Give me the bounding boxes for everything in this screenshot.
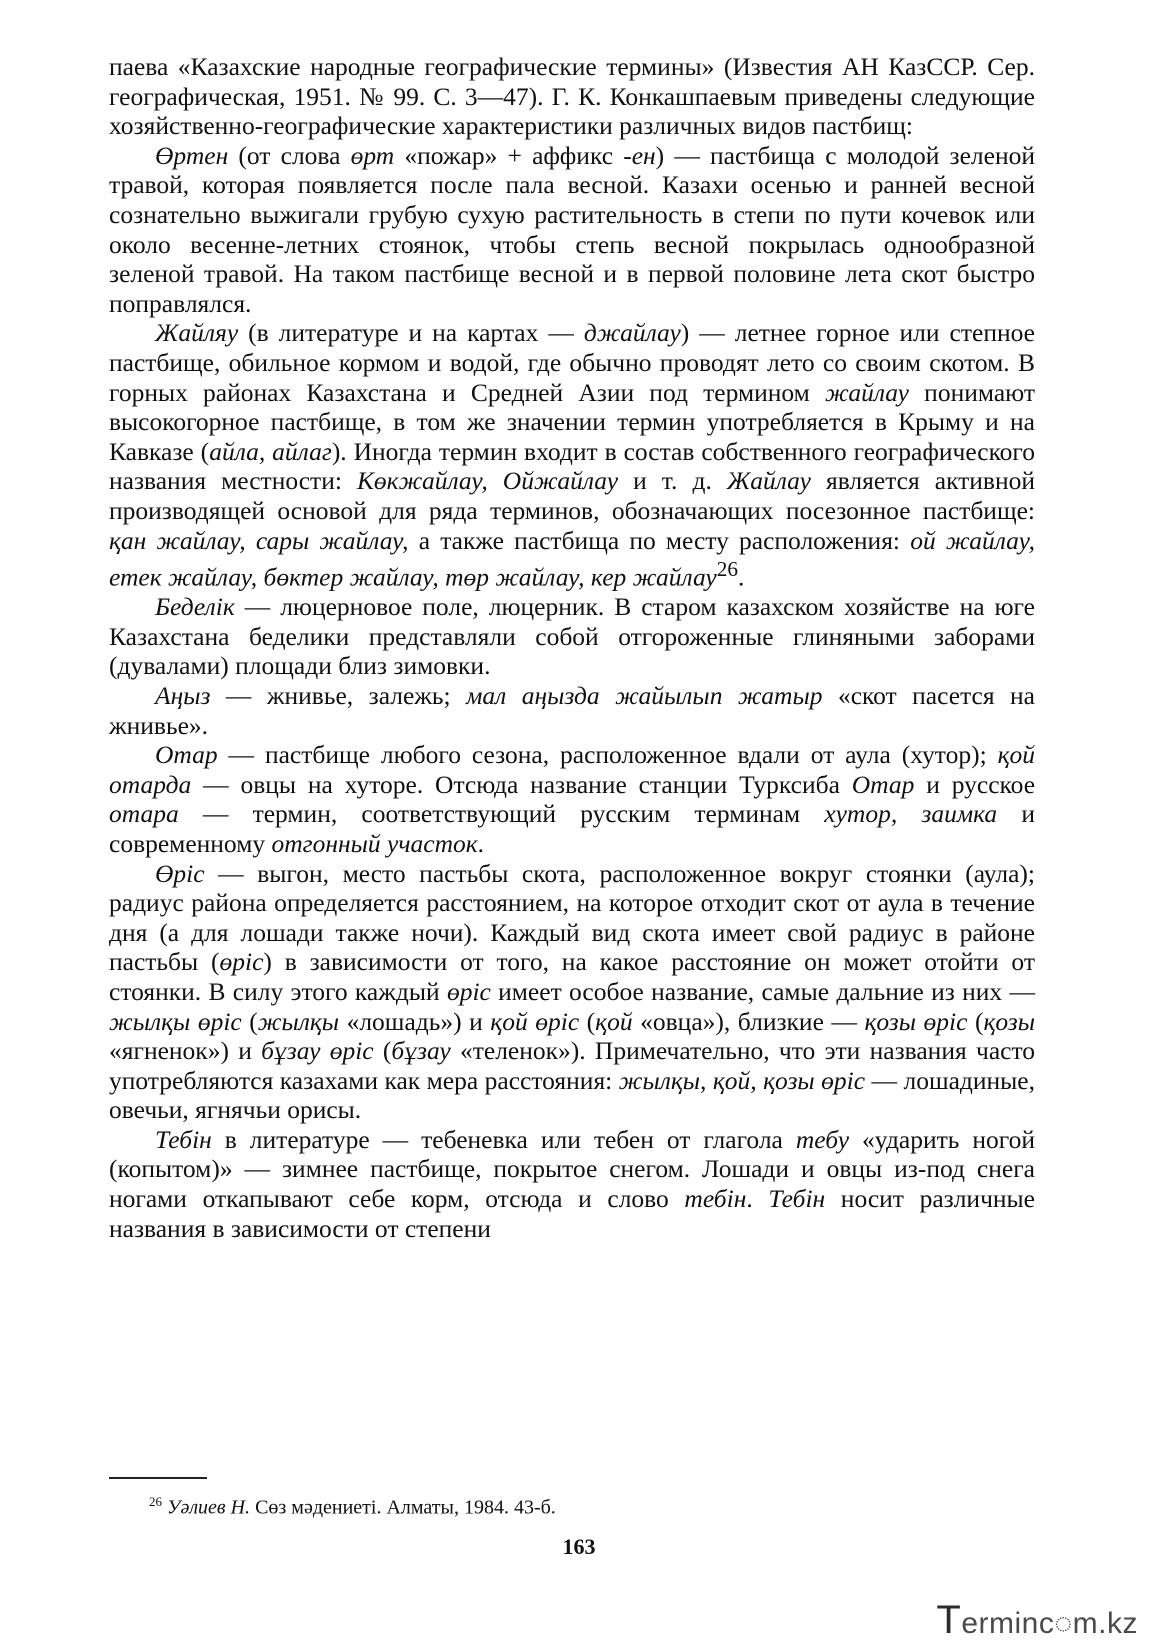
paragraph: Тебін в литературе — тебеневка или тебен от глагола тебу «ударить ногой (копытом)» — зимнее пастбище, покрытое снегом. Лошади и овцы из-под снега ногами откапывают себе корм, отсюда и слово тебін. Тебін носит различные названия в зависимости от степени <box>109 1124 1035 1243</box>
footnote-rule <box>109 1477 207 1479</box>
watermark-end: m.kz <box>1072 1607 1138 1640</box>
paragraph: паева «Казахские народные географические термины» (Известия АН КазССР. Сер. географическая, 1951. № 99. С. 3—47). Г. К. Конкашпаевым приведены следующие хозяйственно-географические характеристики различных видов пастбищ: <box>109 52 1035 141</box>
paragraph: Жайляу (в литературе и на картах — джайлау) — летнее горное или степное пастбище, обильное кормом и водой, где обычно проводят лето со своим скотом. В горных районах Казахстана и Средней Азии под термином жайлау понимают высокогорное пастбище, в том же значении термин употребляется в Крыму и на Кавказе (айла, айлаг). Иногда термин входит в состав собственного географического названия местности: Көкжайлау, Ойжайлау и т. д. Жайлау является активной производящей основой для ряда терминов, обозначающих посезонное пастбище: қан жайлау, сары жайлау, а также пастбища по месту расположения: ой жайлау, етек жайлау, бөктер жайлау, төр жайлау, кер жайлау$^{26}$. <box>109 318 1036 592</box>
page-body <box>109 52 1035 1243</box>
footnote-text: Сөз мәдениетi. Алматы, 1984. 43-б. <box>250 1496 556 1519</box>
footnote-author: Уәлиев Н. <box>167 1496 251 1519</box>
paragraph: Өртен (от слова өрт «пожар» + аффикс -ен) — пастбища с молодой зеленой травой, которая появляется после пала весной. Казахи осенью и ранней весной сознательно выжигали грубую сухую растительность в степи по пути кочевок или около весенне-летних стоянок, чтобы степь весной покрылась однообразной зеленой травой. На таком пастбище весной и в первой половине лета скот быстро поправлялся. <box>109 140 1036 318</box>
footnote-number: 26 <box>149 1494 162 1509</box>
paragraph: Аңыз — жнивье, залежь; мал аңызда жайылып жатыр «скот пасется на жнивье». <box>109 680 1036 740</box>
page-number: 163 <box>562 1534 596 1559</box>
watermark-rest: erminc <box>961 1607 1055 1640</box>
watermark-o: ◌ <box>1054 1607 1073 1640</box>
watermark-logo <box>936 1598 1138 1643</box>
paragraph: Беделік — люцерновое поле, люцерник. В старом казахском хозяйстве на юге Казахстана беделики представляли собой отгороженные глиняными заборами (дувалами) площади близ зимовки. <box>109 592 1035 681</box>
watermark-t: T <box>936 1598 962 1642</box>
footnote <box>149 1490 556 1520</box>
paragraph: Өріс — выгон, место пастьбы скота, расположенное вокруг стоянки (аула); радиус района определяется расстоянием, на которое отходит скот от аула в течение дня (а для лошади также ночи). Каждый вид скота имеет свой радиус в районе пастьбы (өріс) в зависимости от того, на какое расстояние он может отойти от стоянки. В силу этого каждый өріс имеет особое название, самые дальние из них — жылқы өріс (жылқы «лошадь») и қой өріс (қой «овца»), близкие — қозы өріс (қозы «ягненок») и бұзау өріс (бұзау «теленок»). Примечательно, что эти названия часто употребляются казахами как мера расстояния: жылқы, қой, қозы өріс — лошадиные, овечьи, ягнячьи орисы. <box>109 858 1036 1125</box>
paragraph: Отар — пастбище любого сезона, расположенное вдали от аула (хутор); қой отарда — овцы на хуторе. Отсюда название станции Турксиба Отар и русское отара — термин, соответствующий русским терминам хутор, заимка и современному отгонный участок. <box>109 740 1036 858</box>
